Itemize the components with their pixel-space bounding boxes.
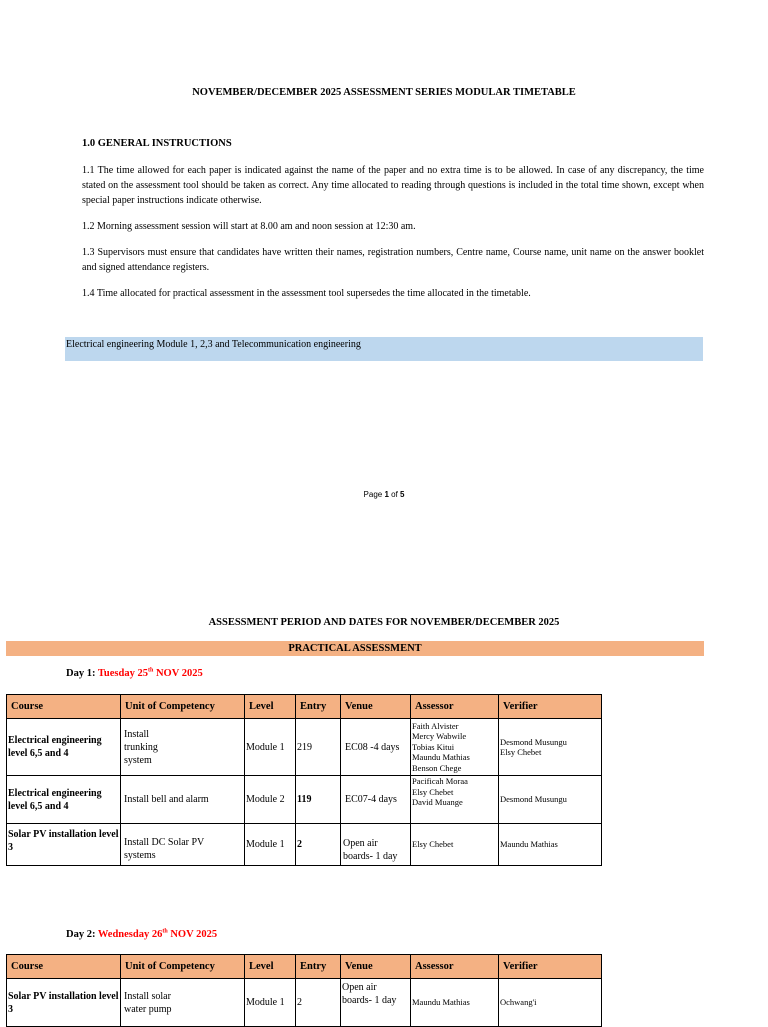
unit-cell: Install solar water pump [121,979,245,1027]
col-verifier: Verifier [499,955,602,979]
unit-cell: Install bell and alarm [121,776,245,824]
level-cell: Module 2 [245,776,296,824]
course-cell: Electrical engineering level 6,5 and 4 [7,719,121,776]
col-unit: Unit of Competency [121,695,245,719]
table-header-row [7,955,602,979]
col-entry: Entry [296,955,341,979]
course-cell: Solar PV installation level 3 [7,824,121,866]
assessment-period-title: ASSESSMENT PERIOD AND DATES FOR NOVEMBER/DECEMBER 2025 [208,617,560,628]
col-venue: Venue [341,695,411,719]
col-course: Course [7,695,121,719]
page-number: Page 1 of 5 [363,490,405,499]
entry-cell: 2 [296,824,341,866]
timetable-title: NOVEMBER/DECEMBER 2025 ASSESSMENT SERIES MODULAR TIMETABLE [192,87,576,98]
general-instructions-heading: 1.0 GENERAL INSTRUCTIONS [82,138,232,149]
assessor-cell: Maundu Mathias [411,979,499,1027]
venue-cell: EC07-4 days [341,776,411,824]
col-level: Level [245,695,296,719]
day1-heading: Day 1: Tuesday 25th NOV 2025 [66,667,203,679]
level-cell: Module 1 [245,824,296,866]
course-cell: Electrical engineering level 6,5 and 4 [7,776,121,824]
assessor-cell: Faith Alvister Mercy Wabwile Tobias Kitui Maundu Mathias Benson Chege [411,719,499,776]
practical-assessment-bar: PRACTICAL ASSESSMENT [6,641,704,656]
department-bar: Electrical engineering Module 1, 2,3 and Telecommunication engineering [65,337,703,361]
level-cell: Module 1 [245,979,296,1027]
col-entry: Entry [296,695,341,719]
course-cell: Solar PV installation level 3 [7,979,121,1027]
instruction-1-4: 1.4 Time allocated for practical assessment in the assessment tool supersedes the time allocated in the timetable. [82,288,531,299]
assessor-cell: Elsy Chebet [411,824,499,866]
instruction-1-3: 1.3 Supervisors must ensure that candidates have written their names, registration numbers, Centre name, Course name, unit name on the answer booklet and signed attendance registers. [82,247,704,273]
col-venue: Venue [341,955,411,979]
table-header-row [7,695,602,719]
day2-table [6,954,602,1027]
instruction-1-2: 1.2 Morning assessment session will start at 8.00 am and noon session at 12:30 am. [82,221,416,232]
entry-cell: 219 [296,719,341,776]
verifier-cell: Maundu Mathias [499,824,602,866]
day2-heading: Day 2: Wednesday 26th NOV 2025 [66,928,218,940]
table-row [7,979,602,1027]
instruction-1-1: 1.1 The time allowed for each paper is indicated against the name of the paper and no extra time is to be allowed. In case of any discrepancy, the time stated on the assessment tool should be taken as correct. Any time allocated to reading through questions is included in the total time shown, except when special paper instructions indicate otherwise. [82,165,704,206]
table-row [7,719,602,776]
venue-cell: Open air boards- 1 day [341,824,411,866]
table-row [7,824,602,866]
col-course: Course [7,955,121,979]
entry-cell: 119 [296,776,341,824]
col-verifier: Verifier [499,695,602,719]
col-assessor: Assessor [411,695,499,719]
col-level: Level [245,955,296,979]
col-unit: Unit of Competency [121,955,245,979]
entry-cell: 2 [296,979,341,1027]
verifier-cell: Desmond Musungu Elsy Chebet [499,719,602,776]
venue-cell: Open air boards- 1 day [341,979,411,1027]
level-cell: Module 1 [245,719,296,776]
assessor-cell: Pacificah Moraa Elsy Chebet David Muange [411,776,499,824]
unit-cell: Install DC Solar PV systems [121,824,245,866]
venue-cell: EC08 -4 days [341,719,411,776]
day1-table [6,694,602,866]
unit-cell: Install trunking system [121,719,245,776]
verifier-cell: Desmond Musungu [499,776,602,824]
verifier-cell: Ochwang'i [499,979,602,1027]
table-row [7,776,602,824]
col-assessor: Assessor [411,955,499,979]
